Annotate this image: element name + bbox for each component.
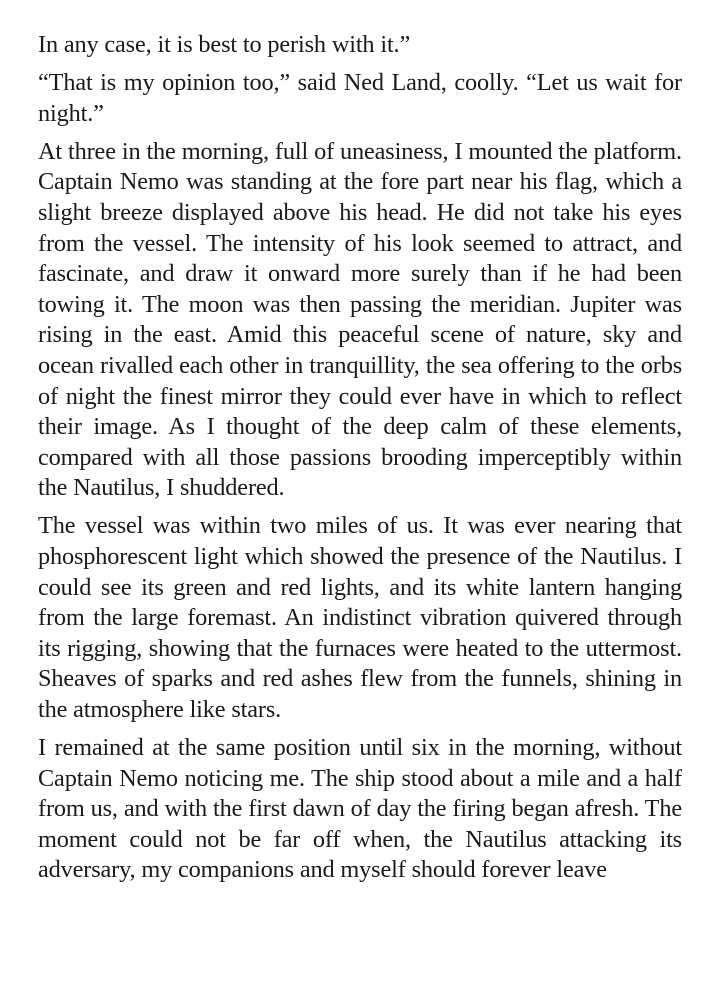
paragraph-1: In any case, it is best to perish with it.” bbox=[38, 31, 411, 58]
paragraph-5: I remained at the same position until six in the morning, without Captain Nemo noticing me. The ship stood about a mile and a half from us, and with the first dawn of day the firing began afresh. The moment could not be far off when, the Nautilus attacking its adversary, my companions and myself should forever leave bbox=[38, 734, 682, 884]
paragraph-3: At three in the morning, full of uneasiness, I mounted the platform. Captain Nemo was standing at the fore part near his flag, which a slight breeze displayed above his head. He did not take his eyes from the vessel. The intensity of his look seemed to attract, and fascinate, and draw it onward more surely than if he had been towing it. The moon was then passing the meridian. Jupiter was rising in the east. Amid this peaceful scene of nature, sky and ocean rivalled each other in tranquillity, the sea offering to the orbs of night the finest mirror they could ever have in which to reflect their image. As I thought of the deep calm of these elements, compared with all those passions brooding imperceptibly within the Nautilus, I shuddered. bbox=[38, 137, 682, 502]
paragraph-4: The vessel was within two miles of us. It was ever nearing that phosphorescent light which showed the presence of the Nautilus. I could see its green and red lights, and its white lantern hanging from the large foremast. An indistinct vibration quivered through its rigging, showing that the furnaces were heated to the uttermost. Sheaves of sparks and red ashes flew from the funnels, shining in the atmosphere like stars. bbox=[38, 512, 682, 723]
paragraph-2: “That is my opinion too,” said Ned Land, coolly. “Let us wait for night.” bbox=[38, 69, 682, 127]
